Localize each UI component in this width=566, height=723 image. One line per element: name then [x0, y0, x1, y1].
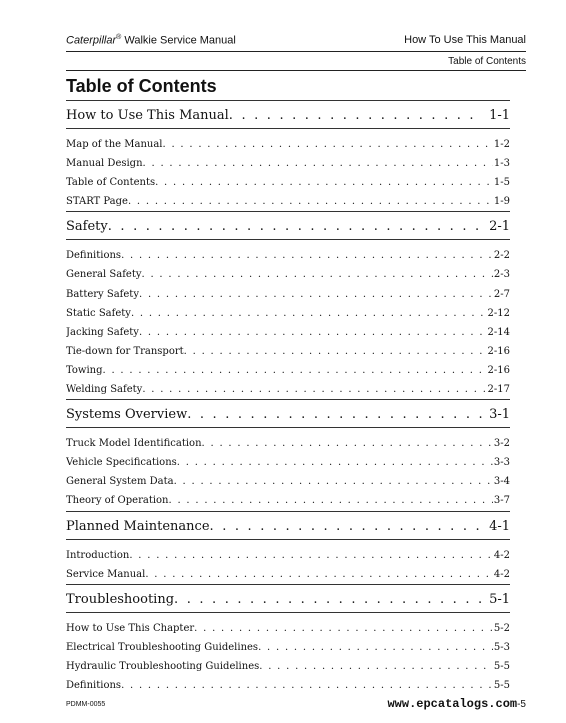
dot-leader	[128, 192, 493, 211]
dot-leader	[202, 434, 493, 453]
toc-section-label: How to Use This Manual	[66, 108, 229, 123]
dot-leader	[259, 657, 493, 676]
toc-item-page: 1-2	[493, 139, 510, 150]
toc-item-page: 4-2	[493, 568, 510, 580]
dot-leader	[121, 246, 493, 265]
toc-item-row[interactable]	[66, 676, 510, 695]
dot-leader	[155, 173, 493, 192]
toc-item-row[interactable]	[66, 285, 510, 304]
toc-item-label: Tie-down for Transport	[66, 345, 184, 357]
section-divider	[66, 211, 510, 212]
toc-item-label: Battery Safety	[66, 288, 139, 300]
toc-item-label: General System Data	[66, 476, 174, 488]
toc-item-row[interactable]	[66, 434, 510, 453]
toc-item-row[interactable]	[66, 565, 510, 584]
dot-leader	[169, 491, 493, 510]
toc-item-row[interactable]	[66, 323, 510, 342]
dot-leader	[174, 588, 483, 612]
toc-item-label: How to Use This Chapter	[66, 622, 195, 634]
toc-section-label: Systems Overview	[66, 407, 188, 423]
toc-item-label: Hydraulic Troubleshooting Guidelines	[66, 660, 260, 672]
dot-leader	[139, 323, 487, 342]
toc-item-row[interactable]	[66, 246, 510, 265]
toc-item-row[interactable]	[66, 638, 510, 657]
toc-item-label: Towing	[66, 364, 103, 376]
toc-section-row[interactable]	[66, 215, 510, 239]
toc-item-page: 2-16	[487, 345, 510, 357]
section-divider	[66, 539, 510, 540]
section-divider	[66, 511, 510, 512]
toc-item-row[interactable]	[66, 491, 510, 510]
page-title: Table of Contents	[66, 76, 217, 96]
toc-item-label: Theory of Operation	[66, 495, 169, 507]
footer-page	[387, 697, 526, 711]
toc-item-label: Jacking Safety	[66, 326, 139, 338]
toc-item-row[interactable]	[66, 342, 510, 361]
dot-leader	[141, 265, 492, 284]
toc-item-page: 2-7	[493, 288, 510, 300]
toc-item-label: General Safety	[66, 269, 142, 281]
dot-leader	[174, 472, 493, 491]
dot-leader	[187, 403, 483, 427]
header-section: Table of Contents	[448, 56, 526, 67]
dot-leader	[177, 453, 493, 472]
dot-leader	[258, 638, 493, 657]
toc-item-page: 3-3	[493, 457, 510, 469]
brand-name: Caterpillar	[66, 34, 117, 47]
dot-leader	[162, 135, 492, 154]
toc-item-page: 5-2	[493, 622, 510, 634]
dot-leader	[145, 565, 493, 584]
toc-item-page: 2-16	[487, 364, 510, 376]
toc-section-row[interactable]	[66, 588, 510, 612]
dot-leader	[142, 380, 486, 399]
toc-section-page: 1-1	[489, 108, 510, 123]
toc-item-page: 2-2	[493, 250, 510, 262]
toc-item-label: Introduction	[66, 549, 130, 561]
toc-item-row[interactable]	[66, 619, 510, 638]
toc-section-page: 2-1	[489, 219, 510, 235]
toc-item-page: 5-3	[493, 641, 510, 653]
toc-item-page: 1-3	[493, 158, 510, 170]
toc-section-page: 4-1	[489, 518, 510, 534]
dot-leader	[229, 104, 483, 128]
toc-item-label: Static Safety	[66, 307, 131, 319]
toc-item-page: 4-2	[493, 549, 510, 561]
section-divider	[66, 612, 510, 613]
document-id: PDMM-0055	[66, 701, 106, 708]
toc-item-row[interactable]	[66, 657, 510, 676]
toc-item-page: 2-3	[493, 269, 510, 281]
dot-leader	[143, 154, 493, 173]
toc-item-label: Welding Safety	[66, 384, 143, 396]
toc-item-row[interactable]	[66, 453, 510, 472]
dot-leader	[131, 304, 487, 323]
dot-leader	[139, 285, 493, 304]
toc-item-label: Definitions	[66, 679, 122, 691]
toc-item-label: Definitions	[66, 250, 122, 262]
header-rule	[66, 51, 526, 52]
toc-item-row[interactable]	[66, 173, 510, 192]
toc-item-label: Service Manual	[66, 568, 146, 580]
toc-item-page: 3-7	[493, 495, 510, 507]
toc-section-label: Troubleshooting	[66, 591, 175, 607]
toc-item-label: Electrical Troubleshooting Guidelines	[66, 641, 259, 653]
watermark: www.epcatalogs.com	[387, 697, 518, 711]
toc-item-label: START Page	[66, 196, 128, 208]
toc-item-page: 1-9	[493, 196, 510, 208]
toc-item-row[interactable]	[66, 380, 510, 399]
toc-item-page: 3-2	[493, 438, 510, 450]
toc-item-label: Manual Design	[66, 158, 143, 170]
dot-leader	[184, 342, 487, 361]
page-number: -5	[517, 699, 526, 710]
toc-section-label: Safety	[66, 219, 108, 235]
header-sub-rule	[66, 70, 526, 71]
dot-leader	[194, 619, 493, 638]
toc-section-page: 3-1	[489, 407, 510, 423]
toc-item-row[interactable]	[66, 361, 510, 380]
section-divider	[66, 584, 510, 585]
registered-mark: ®	[116, 34, 122, 41]
toc-item-label: Vehicle Specifications	[66, 457, 177, 469]
header-manual-title	[66, 34, 236, 47]
toc-section-page: 5-1	[489, 591, 510, 607]
dot-leader	[103, 361, 487, 380]
section-divider	[66, 128, 510, 129]
toc-item-label: Table of Contents	[66, 177, 156, 189]
section-divider	[66, 399, 510, 400]
toc-item-row[interactable]	[66, 472, 510, 491]
toc-section-row[interactable]	[66, 515, 510, 539]
toc-item-page: 1-5	[493, 177, 510, 189]
section-divider	[66, 427, 510, 428]
section-divider	[66, 239, 510, 240]
toc-item-page: 5-5	[493, 679, 510, 691]
dot-leader	[108, 215, 483, 239]
manual-name: Walkie Service Manual	[121, 34, 236, 47]
dot-leader	[121, 676, 493, 695]
toc-section-row[interactable]	[66, 403, 510, 427]
toc-item-row[interactable]	[66, 154, 510, 173]
toc-item-page: 2-12	[487, 307, 510, 319]
toc-item-page: 2-14	[487, 326, 510, 338]
toc-item-page: 5-5	[493, 660, 510, 672]
toc-section-row[interactable]	[66, 104, 510, 128]
toc-item-label: Truck Model Identification	[66, 438, 202, 450]
toc-section-label: Planned Maintenance	[66, 518, 210, 534]
toc-item-row[interactable]	[66, 192, 510, 211]
header-chapter: How To Use This Manual	[404, 34, 526, 46]
toc-list	[66, 100, 510, 695]
toc-item-row[interactable]	[66, 546, 510, 565]
section-divider	[66, 100, 510, 101]
toc-item-row[interactable]	[66, 304, 510, 323]
toc-item-page: 3-4	[493, 476, 510, 488]
dot-leader	[210, 515, 484, 539]
dot-leader	[129, 546, 493, 565]
toc-item-row[interactable]	[66, 135, 510, 154]
toc-item-label: Map of the Manual	[66, 139, 163, 150]
toc-item-row[interactable]	[66, 265, 510, 284]
toc-item-page: 2-17	[487, 384, 510, 396]
